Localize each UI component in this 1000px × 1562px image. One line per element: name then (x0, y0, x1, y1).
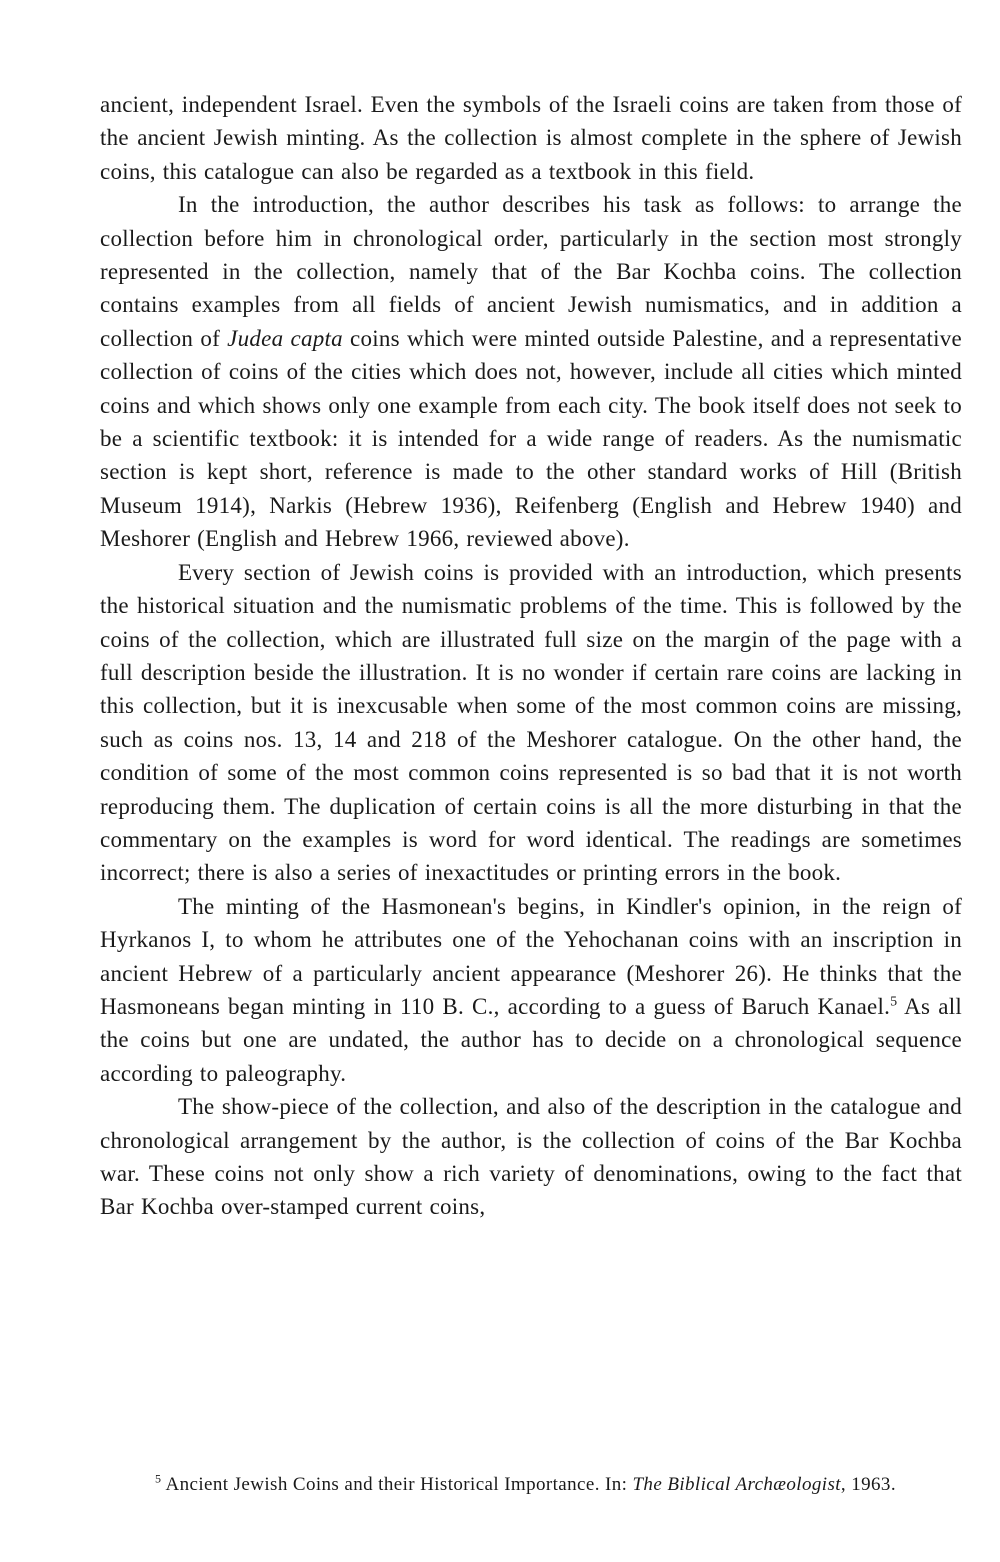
paragraph (100, 1090, 962, 1224)
footnote-text-after: , 1963. (840, 1474, 896, 1495)
paragraph (100, 556, 962, 890)
paragraph (100, 188, 962, 555)
footnote-text-before: Ancient Jewish Coins and their Historical Importance. In: (161, 1474, 633, 1495)
paragraph-text: As all the coins but one are undated, the author has to decide on a chronological sequence according to paleography. (100, 993, 963, 1086)
paragraph (100, 88, 962, 188)
body-text (100, 88, 962, 1224)
footnote (90, 1470, 962, 1500)
paragraph-text: coins which were minted outside Palestine, and a representative collection of coins of the cities which does not, however, include all cities which minted coins and which shows only one example from each city. The book itself does not seek to be a scientific textbook: it is intended for a wide range of readers. As the numismatic section is kept short, reference is made to the other standard works of Hill (British Museum 1914), Narkis (Hebrew 1936), Reifenberg (English and Hebrew 1940) and Meshorer (English and Hebrew 1966, reviewed above). (100, 325, 962, 552)
paragraph-text: Every section of Jewish coins is provided with an introduction, which presents the historical situation and the numismatic problems of the time. This is followed by the coins of the collection, which are illustrated full size on the margin of the page with a full description beside the illustration. It is no wonder if certain rare coins are lacking in this collection, but it is inexcusable when some of the most common coins are missing, such as coins nos. 13, 14 and 218 of the Meshorer catalogue. On the other hand, the condition of some of the most common coins represented is so bad that it is not worth reproducing them. The duplication of certain coins is all the more disturbing in that the commentary on the examples is word for word identical. The readings are sometimes incorrect; there is also a series of inexactitudes or printing errors in the book. (100, 559, 962, 886)
footnote-reference: 5 (890, 994, 898, 1010)
italic-text: Judea capta (227, 325, 343, 351)
paragraph-text: The minting of the Hasmonean's begins, in Kindler's opinion, in the reign of Hyrkanos I, to whom he attributes one of the Yehochanan coins with an inscription in ancient Hebrew of a particularly ancient appearance (Meshorer 26). He thinks that the Hasmoneans began minting in 110 B. C., according to a guess of Baruch Kanael. (100, 893, 962, 1019)
paragraph-text: The show-piece of the collection, and also of the description in the catalogue and chronological arrangement by the author, is the collection of coins of the Bar Kochba war. These coins not only show a rich variety of denominations, owing to the fact that Bar Kochba over-stamped current coins, (100, 1094, 962, 1220)
paragraph-text: ancient, independent Israel. Even the symbols of the Israeli coins are taken from those of the ancient Jewish minting. As the collection is almost complete in the sphere of Jewish coins, this catalogue can also be regarded as a textbook in this field. (100, 92, 962, 184)
paragraph (100, 890, 962, 1090)
paragraph-text: In the introduction, the author describes his task as follows: to arrange the collection before him in chronological order, particularly in the section most strongly represented in the collection, namely that of the Bar Kochba coins. The collection contains examples from all fields of ancient Jewish numismatics, and in addition a collection of (100, 192, 962, 351)
footnote-marker: 5 (155, 1471, 162, 1486)
footnote-title: The Biblical Archæologist (632, 1474, 841, 1495)
